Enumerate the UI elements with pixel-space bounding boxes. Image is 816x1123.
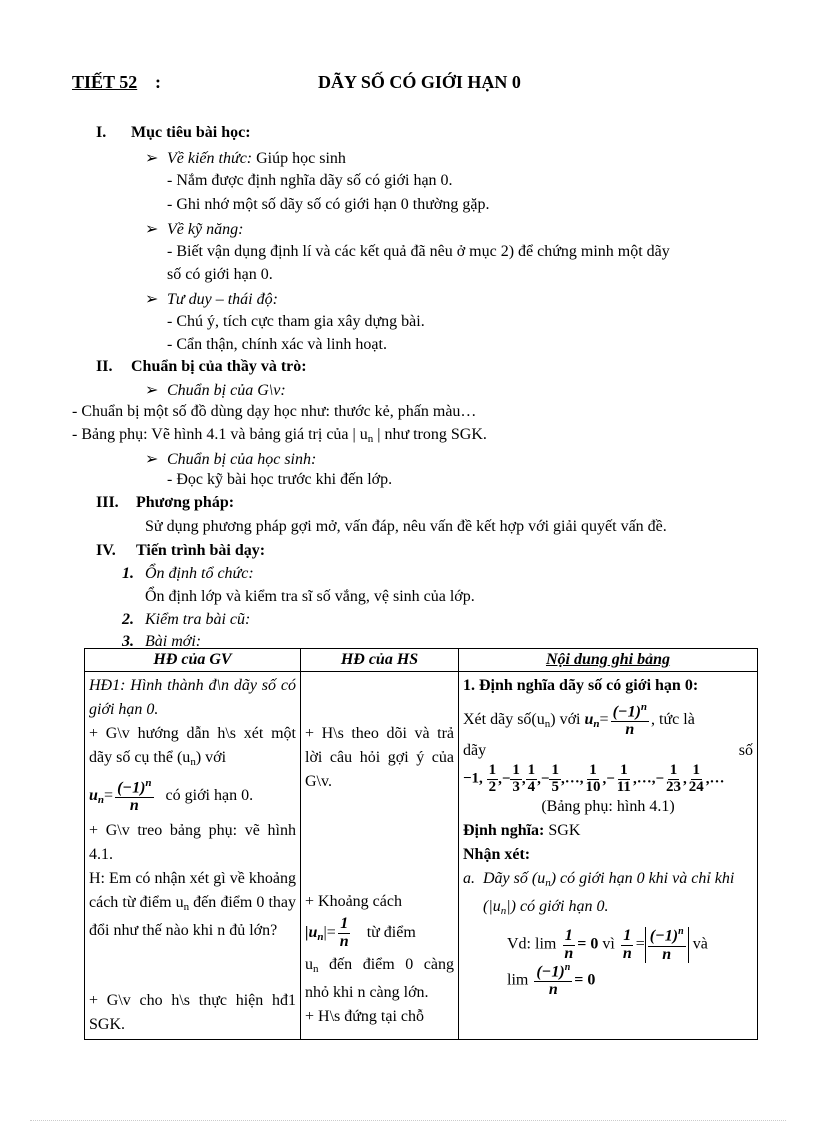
sequence-term: $\frac{1}{10}$ ,: [585, 761, 607, 795]
section-1-title: Mục tiêu bài học:: [131, 124, 251, 141]
sequence-term: …: [709, 770, 725, 787]
sequence-intro: Xét dãy $số(u_n)$ với $u_n=$ $\frac{(-1)^n}{n}$ , tức là: [463, 701, 695, 739]
distance-fraction: $\frac{1}{n}$: [339, 915, 349, 950]
lesson-number: TIẾT 52: [72, 72, 138, 92]
student-activity-cell: [301, 672, 459, 1040]
sequence-formula: $u_n=$ $\frac{(-1)^n}{n}$ có giới hạn 0.: [89, 777, 254, 815]
attitude-item: - Cẩn thận, chính xác và linh hoạt.: [167, 336, 387, 353]
teacher-question: H: Em có nhận xét gì về khoảng cách từ điểm $u_n$ đến điểm 0 thay đổi như thế nào khi n đủ lớn?: [89, 869, 296, 939]
student-response: + H\s đứng tại chỗ: [305, 1007, 425, 1025]
teacher-prep-heading: ➢ Chuẩn bị của G\v:: [145, 382, 286, 399]
student-response: $u_n$ đến điểm 0 càng nhỏ khi n càng lớn.: [305, 955, 454, 1001]
page-bottom-divider: [30, 1120, 786, 1121]
skills-item: - Biết vận dụng định lí và các kết quả đã nêu ở mục 2) để chứng minh một dãy: [167, 243, 670, 260]
sequence-term: $\frac{1}{2}$ ,: [488, 761, 502, 795]
arrow-bullet-icon: ➢: [145, 221, 159, 238]
section-3-number: III.: [96, 494, 119, 511]
column-header-teacher: HĐ của GV: [85, 649, 301, 672]
sequence-fraction: $\frac{(-1)^n}{n}$: [612, 701, 648, 739]
step-3-number: 3.: [122, 633, 134, 650]
arrow-bullet-icon: ➢: [145, 451, 159, 468]
section-4-number: IV.: [96, 542, 116, 559]
figure-caption: (Bảng phụ: hình 4.1): [541, 798, 675, 816]
arrow-bullet-icon: ➢: [145, 382, 159, 399]
knowledge-item: - Ghi nhớ một số dãy số có giới hạn 0 thường gặp.: [167, 196, 490, 213]
teacher-instruction: + G\v hướng dẫn h\s xét một dãy số cụ thể $(u_n)$ với: [89, 725, 296, 768]
knowledge-heading: ➢ Về kiến thức: Giúp học sinh: [145, 150, 346, 167]
lesson-colon: :: [155, 72, 161, 92]
step-1-number: 1.: [122, 565, 134, 582]
method-text: Sử dụng phương pháp gợi mở, vấn đáp, nêu vấn đề kết hợp với giải quyết vấn đề.: [145, 518, 667, 535]
step-1-text: Ổn định lớp và kiểm tra sĩ số vắng, vệ sinh của lớp.: [145, 588, 475, 605]
remark-a: a. Dãy số $(u_n)$ có giới hạn 0 khi và chỉ khi $(|u_n|)$ có giới hạn 0.: [463, 870, 735, 918]
knowledge-item: - Nắm được định nghĩa dãy số có giới hạn 0.: [167, 172, 453, 189]
step-3-label: Bài mới:: [145, 633, 202, 650]
sequence-term: …,: [564, 770, 584, 787]
section-4-title: Tiến trình bài dạy:: [136, 542, 266, 559]
section-1-number: I.: [96, 124, 107, 141]
attitude-item: - Chú ý, tích cực tham gia xây dựng bài.: [167, 313, 425, 330]
arrow-bullet-icon: ➢: [145, 291, 159, 308]
sequence-term: $\frac{1}{4}$ ,: [527, 761, 541, 795]
step-2-number: 2.: [122, 611, 134, 628]
student-response: + Khoảng cách: [305, 893, 402, 910]
definition-title: 1. Định nghĩa dãy số có giới hạn 0:: [463, 677, 699, 694]
definition-line: Định nghĩa: SGK: [463, 822, 581, 840]
distance-formula: $|u_n|=$ $\frac{1}{n}$ từ điểm: [305, 915, 416, 950]
teacher-instruction: + G\v cho h\s thực hiện hđ1 SGK.: [89, 991, 296, 1033]
step-2-label: Kiểm tra bài cũ:: [145, 611, 251, 628]
column-header-content: Nội dung ghi bảng: [459, 649, 758, 672]
sequence-words: dãy số: [463, 741, 753, 759]
example-line: Vd: lim $\frac{1}{n}$ = 0 vì $\frac{1}{n}$ = $\frac{(-1)^n}{n}$ và: [507, 926, 708, 963]
board-content-cell: [459, 672, 758, 1040]
teacher-activity-cell: [85, 672, 301, 1040]
student-prep-item: - Đọc kỹ bài học trước khi đến lớp.: [167, 471, 393, 488]
teacher-instruction: + G\v treo bảng phụ: vẽ hình 4.1.: [89, 821, 296, 863]
column-header-student: HĐ của HS: [301, 649, 459, 672]
page-title: DÃY SỐ CÓ GIỚI HẠN 0: [318, 72, 521, 92]
arrow-bullet-icon: ➢: [145, 150, 159, 167]
section-2-title: Chuẩn bị của thầy và trò:: [131, 358, 307, 375]
sequence-term: $\frac{1}{24}$ ,: [688, 761, 710, 795]
teacher-prep-item: - Chuẩn bị một số đồ dùng dạy học như: thước kẻ, phấn màu…: [72, 403, 477, 420]
step-1-label: Ổn định tổ chức:: [145, 565, 254, 582]
teacher-prep-item: - Bảng phụ: Vẽ hình 4.1 và bảng giá trị của | $u_n$ | như trong SGK.: [72, 426, 487, 445]
sequence-term: − $\frac{1}{3}$ ,: [501, 761, 526, 795]
student-prep-heading: ➢ Chuẩn bị của học sinh:: [145, 451, 317, 468]
student-response: + H\s theo dõi và trả lời câu hỏi gợi ý của G\v.: [305, 725, 454, 790]
formula-fraction: $\frac{(-1)^n}{n}$: [117, 777, 152, 815]
limit-line: lim $\frac{(-1)^n}{n}$ = 0: [507, 962, 596, 999]
skills-item-cont: số có giới hạn 0.: [167, 266, 273, 283]
sequence-term: …,: [636, 770, 656, 787]
lesson-table: [84, 648, 758, 1040]
remark-heading: Nhận xét:: [463, 846, 531, 864]
sequence-term: − $\frac{1}{11}$ ,: [606, 761, 637, 795]
sequence-term: − $\frac{1}{23}$ ,: [655, 761, 687, 795]
skills-heading: ➢ Về kỹ năng:: [145, 221, 244, 238]
sequence-term: − $\frac{1}{5}$ ,: [540, 761, 565, 795]
attitude-heading: ➢ Tư duy – thái độ:: [145, 291, 278, 308]
activity-title: HĐ1: Hình thành đ\n dãy số có giới hạn 0.: [89, 677, 296, 718]
sequence-terms: −1, $\frac{1}{2}$ ,− $\frac{1}{3}$ , $\frac{1}{4}$ ,− $\frac{1}{5}$ ,…, $\frac{1}{10}$ ,− $\frac{1}{11}$ ,…,− $\frac{1}{23}$ , $\frac{1}{24}$ ,…: [463, 761, 725, 795]
section-3-title: Phương pháp:: [136, 494, 235, 511]
section-2-number: II.: [96, 358, 113, 375]
